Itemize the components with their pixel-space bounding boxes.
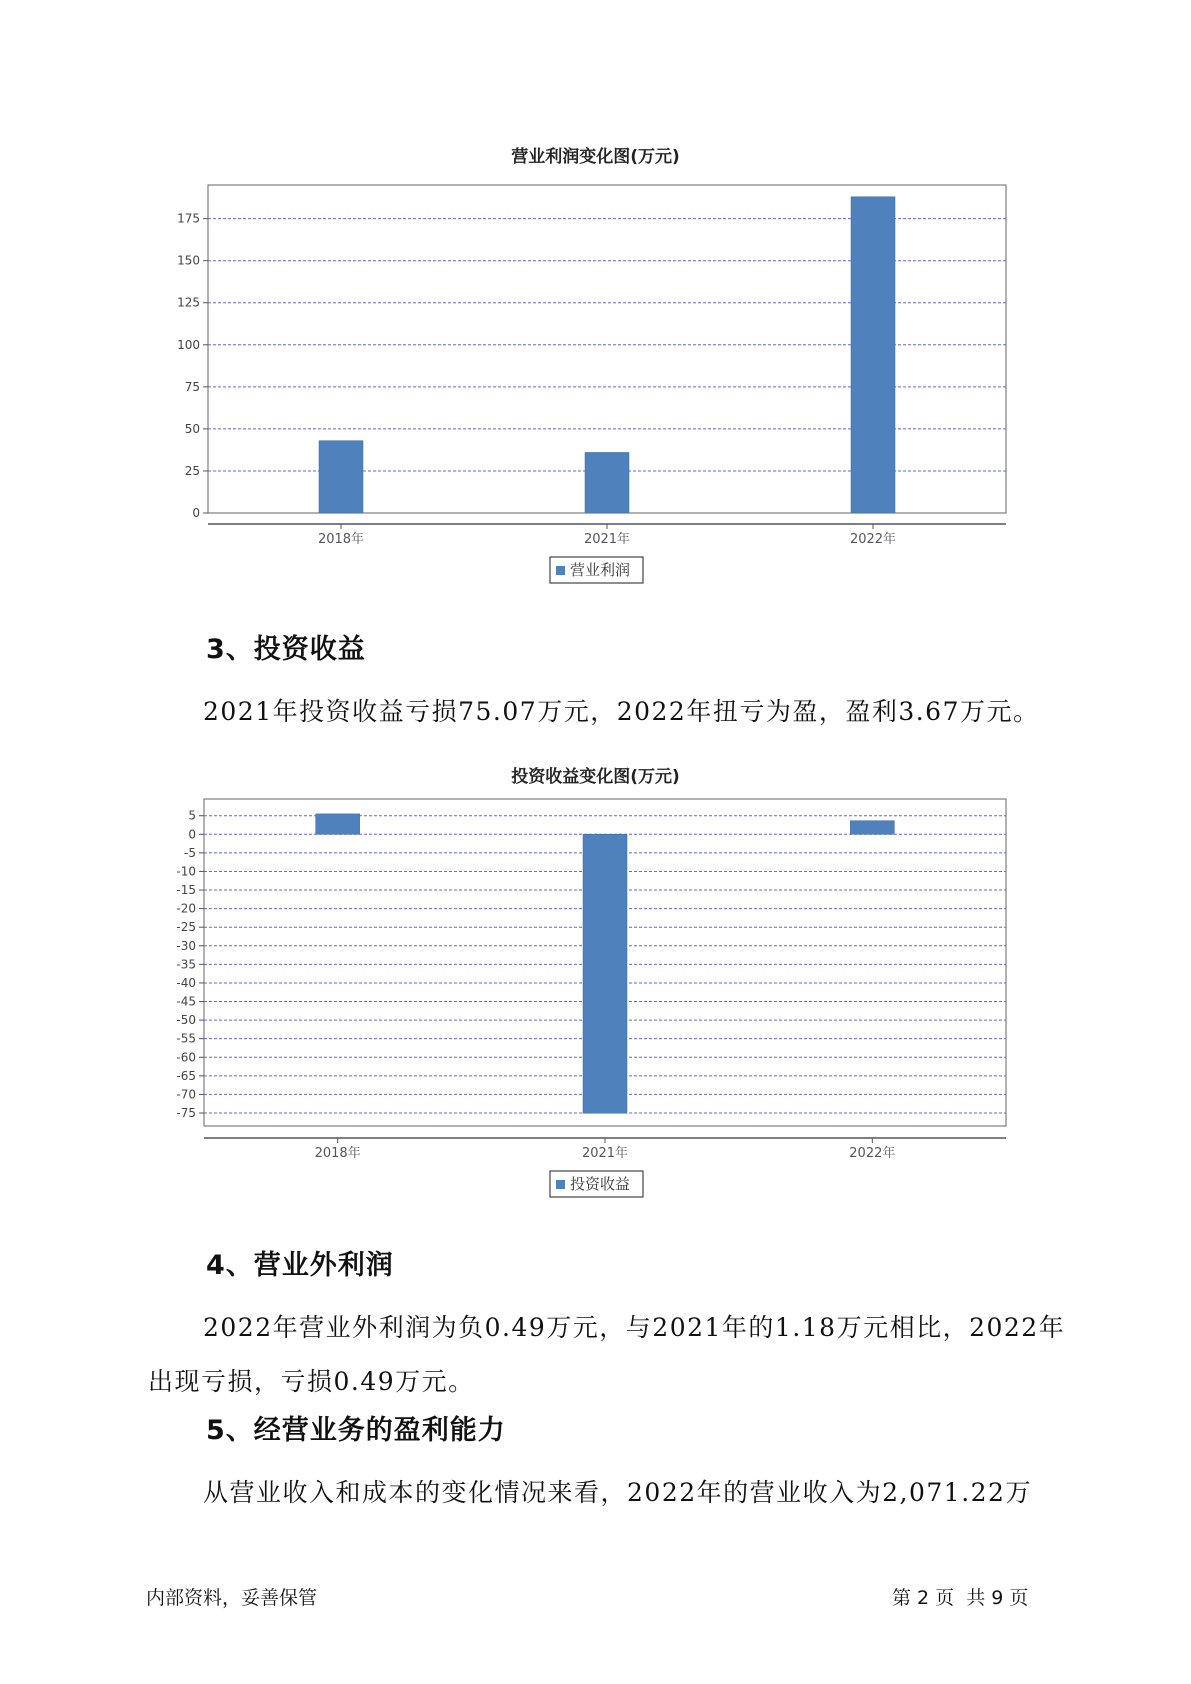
chart2-ytick-label: -55 <box>176 1031 196 1046</box>
chart1-xtick-label: 2018年 <box>317 532 365 547</box>
chart2-ytick-label: -35 <box>176 957 196 972</box>
chart2-bar-1 <box>316 814 360 834</box>
chart2-legend-label: 投资收益 <box>570 1175 631 1193</box>
chart2-ytick-label: -60 <box>176 1050 196 1065</box>
chart1-ytick-label: 75 <box>184 379 200 394</box>
chart1-ytick-label: 150 <box>177 253 200 268</box>
chart1-legend-label: 营业利润 <box>570 561 631 579</box>
section4-heading: 4、营业外利润 <box>206 1250 394 1281</box>
chart2-ytick-label: -5 <box>184 845 196 860</box>
chart1-ytick-label: 100 <box>177 337 200 352</box>
chart2-xtick-label: 2022年 <box>849 1146 896 1161</box>
chart2-ytick-label: 0 <box>188 827 196 842</box>
section5-paragraph: 从营业收入和成本的变化情况来看，2022年的营业收入为2,071.22万 <box>203 1478 1032 1507</box>
chart1-ytick-label: 175 <box>177 211 200 226</box>
section3-paragraph: 2021年投资收益亏损75.07万元，2022年扭亏为盈，盈利3.67万元。 <box>203 697 1040 726</box>
chart2-ytick-label: -25 <box>176 920 196 935</box>
chart2-ytick-label: -70 <box>176 1087 196 1102</box>
chart1-xtick-label: 2021年 <box>583 532 631 547</box>
chart2-ytick-label: -30 <box>176 938 196 953</box>
chart2-title: 投资收益变化图(万元) <box>511 767 680 787</box>
chart2-ytick-label: -40 <box>176 975 196 990</box>
chart1-xtick-label: 2022年 <box>849 532 897 547</box>
section3-heading: 3、投资收益 <box>206 634 366 665</box>
chart1-title: 营业利润变化图(万元) <box>511 147 680 167</box>
chart1-ytick-label: 50 <box>184 421 200 436</box>
footer-confidential-note: 内部资料，妥善保管 <box>146 1587 318 1609</box>
chart2-bar-2 <box>583 834 627 1113</box>
chart2-xtick-label: 2018年 <box>314 1146 361 1161</box>
chart2-ytick-label: -50 <box>176 1013 196 1028</box>
chart2-ytick-label: -20 <box>176 901 196 916</box>
chart2-ytick-label: -75 <box>176 1105 196 1120</box>
chart2-legend-swatch <box>556 1180 565 1189</box>
chart2-ytick-label: -15 <box>176 883 196 898</box>
section5-heading: 5、经营业务的盈利能力 <box>206 1415 506 1446</box>
chart2-ytick-label: -10 <box>176 864 196 879</box>
section4-paragraph-line2: 出现亏损，亏损0.49万元。 <box>148 1367 475 1396</box>
chart2-ytick-label: -45 <box>176 994 196 1009</box>
chart1-ytick-label: 125 <box>177 295 200 310</box>
chart1-ytick-label: 0 <box>192 506 200 520</box>
chart2-bar-3 <box>850 821 894 835</box>
chart2-ytick-label: -65 <box>176 1068 196 1083</box>
footer-page-number: 第 2 页 共 9 页 <box>892 1587 1029 1609</box>
chart2-xtick-label: 2021年 <box>581 1146 629 1161</box>
chart2-ytick-label: 5 <box>188 808 196 823</box>
section4-paragraph-line1: 2022年营业外利润为负0.49万元，与2021年的1.18万元相比，2022年 <box>203 1313 1066 1342</box>
chart1-ytick-label: 25 <box>184 463 200 478</box>
